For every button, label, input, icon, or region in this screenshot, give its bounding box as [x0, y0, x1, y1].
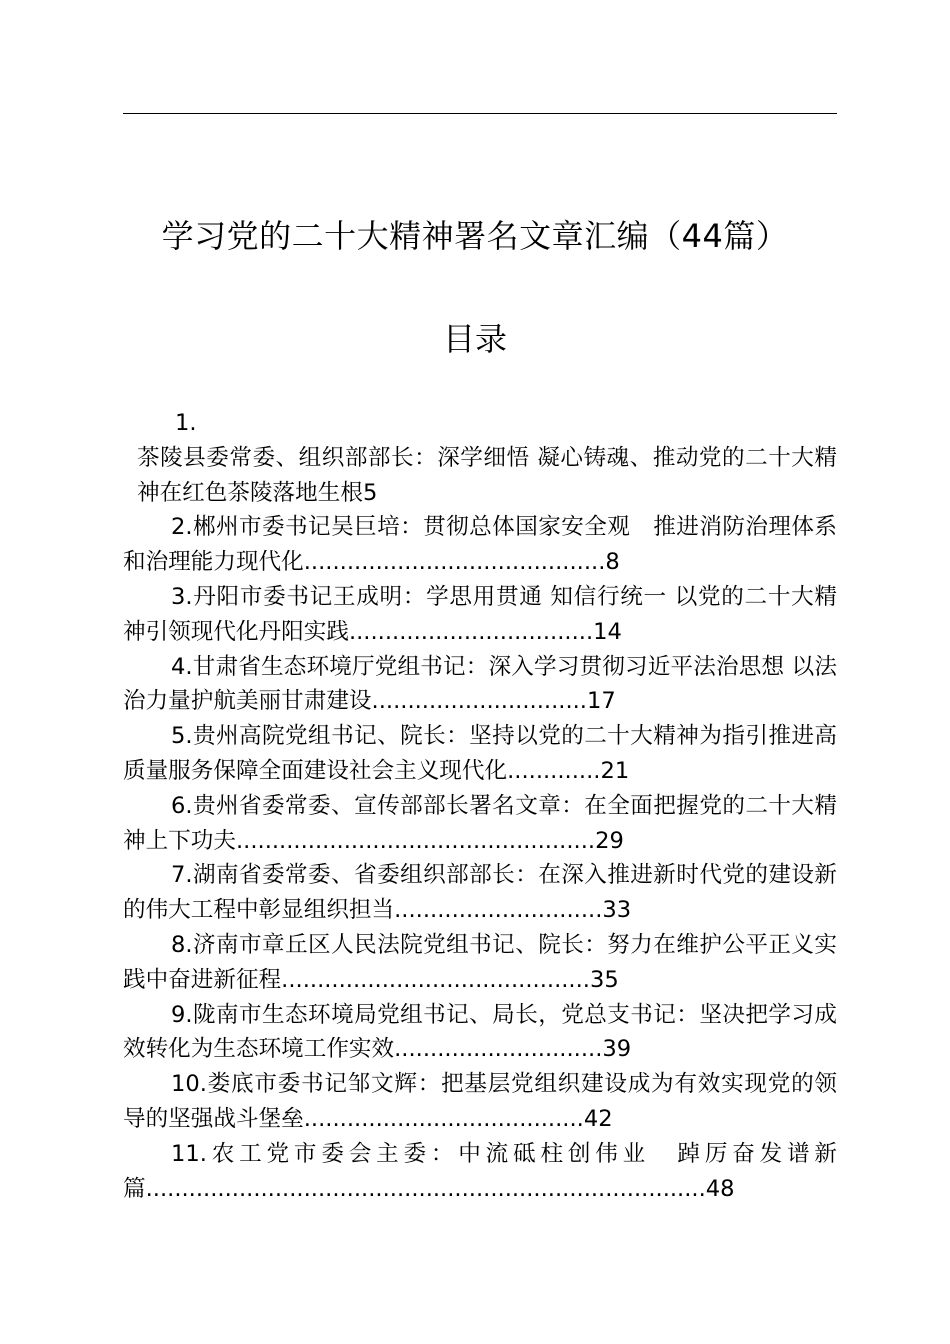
toc-leader-dots: .................................. — [348, 618, 594, 645]
toc-entry-number: 9. — [171, 1001, 193, 1028]
toc-entry-page: 17 — [587, 688, 616, 715]
toc-entry-title: 陇南市生态环境局党组书记、局长，党总支书记：坚决把学习成效转化为生态环境工作实效 — [123, 1001, 837, 1063]
toc-entry-number: 3. — [171, 583, 193, 610]
toc-entry-title: 农工党市委会主委：中流砥柱创伟业 踔厉奋发谱新篇 — [123, 1140, 837, 1202]
toc-entry-title: 湖南省委常委、省委组织部部长：在深入推进新时代党的建设新的伟大工程中彰显组织担当 — [123, 862, 837, 924]
toc-entry-page: 29 — [595, 827, 624, 854]
toc-entry-page: 8 — [605, 549, 620, 576]
toc-leader-dots: .............................. — [371, 688, 587, 715]
toc-leader-dots: ........................................... — [281, 966, 590, 993]
toc-entry-page: 5 — [362, 479, 378, 506]
toc-leader-dots: ............................. — [394, 897, 603, 924]
toc-entry-number: 10. — [171, 1071, 207, 1098]
toc-entry-number: 8. — [171, 931, 193, 958]
toc-entry-6[interactable] — [123, 789, 837, 859]
toc-entry-page: 14 — [593, 618, 622, 645]
toc-entry-page: 42 — [583, 1105, 613, 1132]
toc-leader-dots: ....................................... — [303, 1105, 584, 1132]
toc-entry-4[interactable] — [123, 650, 837, 720]
toc-entry-number: 11. — [171, 1140, 207, 1167]
toc-entry-page: 48 — [705, 1175, 735, 1202]
toc-entry-11[interactable] — [123, 1137, 837, 1207]
toc-entry-1[interactable] — [123, 406, 837, 510]
toc-entry-number: 2. — [171, 514, 193, 541]
table-of-contents — [123, 406, 837, 1206]
toc-entry-8[interactable] — [123, 928, 837, 998]
toc-leader-dots: .................................................. — [235, 827, 596, 854]
toc-entry-page: 21 — [600, 757, 630, 784]
toc-entry-number: 6. — [171, 792, 193, 819]
toc-heading: 目录 — [442, 320, 507, 358]
toc-entry-2[interactable] — [123, 510, 837, 580]
toc-leader-dots: ............................. — [394, 1036, 603, 1063]
toc-entry-number: 1. — [175, 410, 197, 436]
toc-entry-title: 贵州省委常委、宣传部部长署名文章：在全面把握党的二十大精神上下功夫 — [123, 792, 837, 854]
toc-entry-number: 4. — [171, 653, 193, 680]
document-title: 学习党的二十大精神署名文章汇编（44篇） — [161, 217, 789, 255]
toc-entry-5[interactable] — [123, 719, 837, 789]
toc-entry-title: 丹阳市委书记王成明：学思用贯通 知信行统一 以党的二十大精神引领现代化丹阳实践 — [123, 583, 837, 645]
toc-entry-title: 郴州市委书记吴巨培：贯彻总体国家安全观 推进消防治理体系和治理能力现代化 — [123, 514, 837, 576]
toc-entry-page: 39 — [602, 1036, 632, 1063]
toc-entry-10[interactable] — [123, 1067, 837, 1137]
toc-entry-title: 贵州高院党组书记、院长：坚持以党的二十大精神为指引推进高质量服务保障全面建设社会主义现代化 — [123, 723, 837, 784]
toc-entry-9[interactable] — [123, 998, 837, 1068]
toc-entry-page: 33 — [602, 897, 632, 924]
toc-entry-number: 7. — [171, 862, 193, 889]
toc-leader-dots: .......................................... — [303, 549, 606, 576]
toc-entry-title: 茶陵县委常委、组织部部长：深学细悟 凝心铸魂、推动党的二十大精神在红色茶陵落地生根 — [137, 444, 837, 506]
toc-leader-dots: .............................................................................. — [145, 1175, 706, 1202]
toc-entry-title: 甘肃省生态环境厅党组书记：深入学习贯彻习近平法治思想 以法治力量护航美丽甘肃建设 — [123, 653, 837, 715]
toc-entry-7[interactable] — [123, 858, 837, 928]
toc-entry-title: 娄底市委书记邹文辉：把基层党组织建设成为有效实现党的领导的坚强战斗堡垒 — [123, 1071, 837, 1132]
toc-entry-number: 5. — [171, 723, 193, 750]
header-rule — [123, 113, 837, 114]
toc-entry-title: 济南市章丘区人民法院党组书记、院长：努力在维护公平正义实践中奋进新征程 — [123, 931, 837, 993]
toc-entry-page: 35 — [589, 966, 619, 993]
toc-leader-dots: ............. — [507, 757, 601, 784]
toc-entry-3[interactable] — [123, 580, 837, 650]
